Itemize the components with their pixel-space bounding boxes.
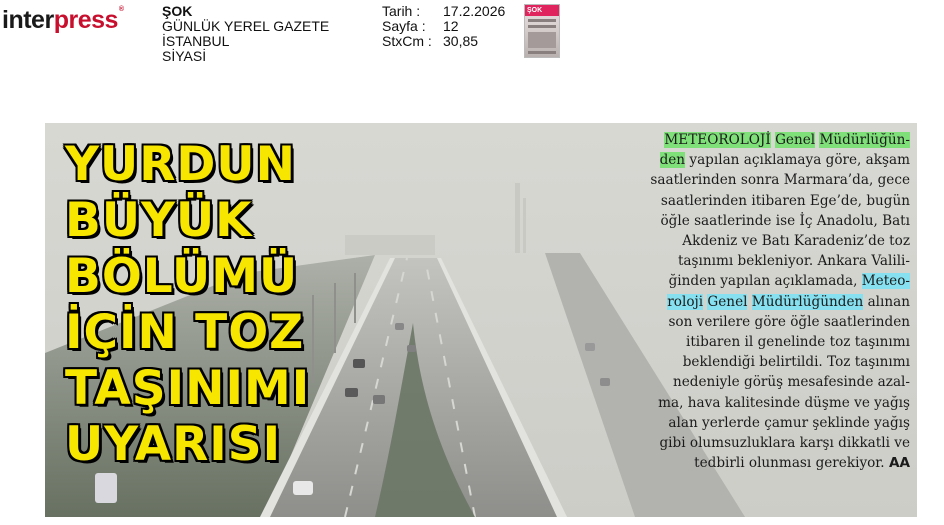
page-thumbnail[interactable]: [524, 4, 560, 58]
article-line: gibi olumsuzluklara karşı dikkatli ve: [659, 435, 910, 452]
size-value: 30,85: [443, 33, 479, 49]
article-line: Akdeniz ve Batı Karadeniz’de toz: [682, 233, 910, 250]
article-line: öğle saatlerinde ise İç Anadolu, Batı: [660, 212, 910, 229]
keyword-highlight: roloji: [667, 293, 704, 310]
keyword-highlight: Müdürlüğün-: [819, 132, 910, 148]
article-line: alan yerlerde çamur şeklinde yağış: [668, 414, 910, 431]
date-label: Tarih :: [382, 3, 421, 19]
article-line: son verilere göre öğle saatlerinden: [668, 313, 910, 330]
article-text: yapılan açıklamaya göre, akşam: [685, 152, 910, 169]
article-line: [582, 292, 910, 312]
article-text: tedbirli olunması gerekiyor.: [694, 455, 889, 472]
article-line: saatlerinden sonra Marmara’da, gece: [650, 172, 910, 189]
headline-line: TAŞINIMI: [65, 361, 311, 416]
keyword-highlight: Meteo-: [861, 273, 910, 290]
date-value: 17.2.2026: [443, 3, 506, 19]
article-body: [582, 130, 910, 473]
logo-text-inter: inter: [2, 6, 54, 34]
news-clipping: [45, 123, 917, 517]
article-line: ma, hava kalitesinde düşme ve yağış: [658, 394, 910, 411]
article-text: ğinden yapılan açıklamada,: [668, 273, 862, 290]
article-line: nedeniyle görüş mesafesinde azal-: [672, 374, 910, 391]
article-text: alınan: [863, 293, 910, 310]
thumbnail-line: [528, 25, 556, 28]
publication-section: SİYASİ: [162, 48, 207, 64]
news-agency-source: AA: [888, 455, 910, 472]
publication-city: İSTANBUL: [162, 33, 230, 49]
article-line: [582, 271, 910, 291]
interpress-logo: [2, 6, 124, 35]
page-value: 12: [443, 18, 459, 34]
article-line: itibaren il genelinde toz taşınımı: [685, 334, 910, 351]
headline-line: BÜYÜK: [65, 193, 253, 248]
headline-line: UYARISI: [65, 417, 282, 472]
publication-info: [162, 4, 329, 64]
keyword-highlight: Müdürlüğünden: [751, 293, 864, 310]
article-line: beklendiği belirtildi. Toz taşınımı: [682, 354, 910, 371]
logo-text-press: press: [53, 6, 118, 34]
registered-mark: ®: [118, 6, 124, 13]
thumbnail-line: [528, 19, 556, 22]
article-line: saatlerinden itibaren Ege’de, bugün: [660, 192, 910, 209]
headline: [65, 137, 310, 473]
article-line: [582, 130, 910, 150]
meta-values: [443, 4, 505, 49]
keyword-highlight: METEOROLOJİ: [664, 132, 771, 148]
publication-name: ŞOK: [162, 3, 193, 19]
keyword-highlight: Genel: [775, 132, 816, 148]
meta-labels: [382, 4, 432, 49]
size-label: StxCm :: [382, 33, 432, 49]
article-line: taşınımı bekleniyor. Ankara Valili-: [677, 253, 910, 270]
page-label: Sayfa :: [382, 18, 426, 34]
keyword-highlight: den: [659, 152, 686, 169]
article-line: [582, 453, 910, 473]
publication-type: GÜNLÜK YEREL GAZETE: [162, 18, 330, 34]
thumbnail-masthead: ŞOK: [525, 5, 559, 16]
article-line: [582, 150, 910, 170]
keyword-highlight: Genel: [707, 293, 748, 310]
thumbnail-line: [528, 51, 556, 54]
headline-line: BÖLÜMÜ: [65, 249, 299, 304]
headline-line: YURDUN: [65, 137, 296, 192]
headline-line: İÇİN TOZ: [65, 305, 305, 360]
thumbnail-image: [528, 32, 556, 48]
